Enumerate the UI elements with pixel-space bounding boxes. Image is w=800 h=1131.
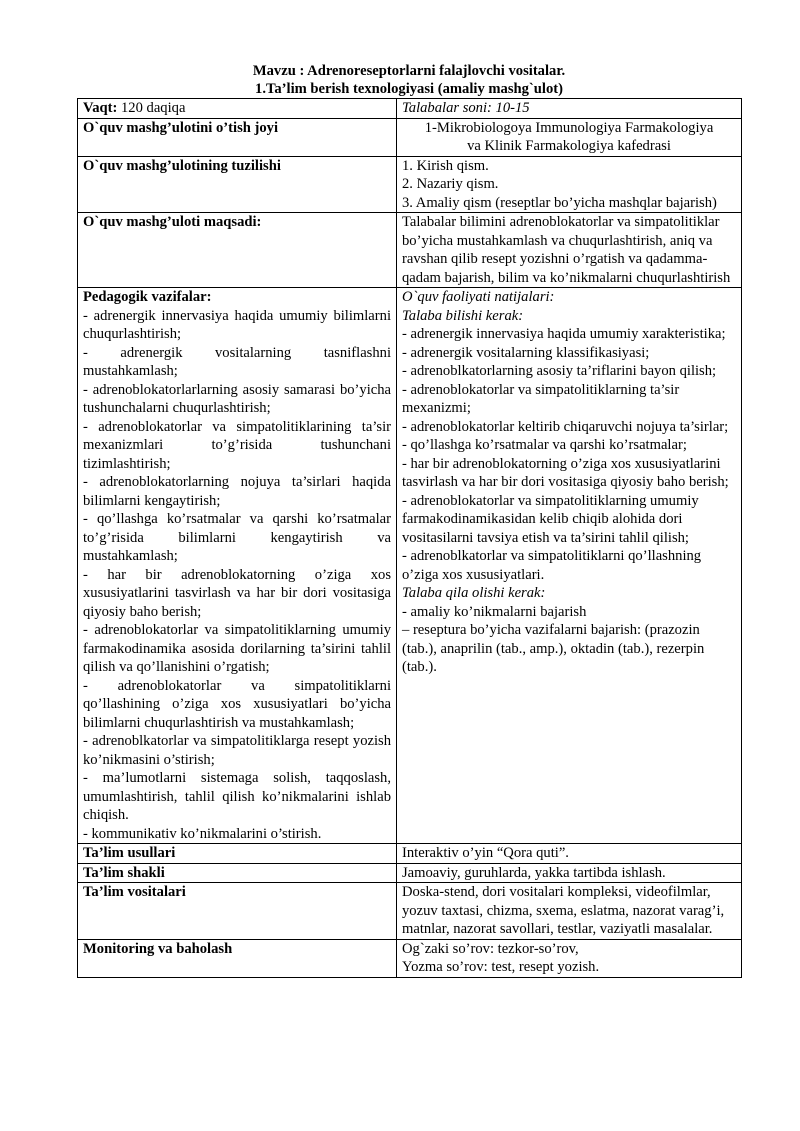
structure-value — [397, 156, 742, 213]
task-item: - adrenergik innervasiya haqida umumiy bilimlarni chuqurlashtirish; — [83, 307, 391, 342]
tools-value: Doska-stend, dori vositalari kompleksi, videofilmlar, yozuv taxtasi, chizma, sxema, eslatma, nazorat varag’i, matnlar, nazorat savollari, testlar, vaziyatli masalalar. — [397, 883, 742, 940]
structure-item: 1. Kirish qism. — [402, 157, 489, 174]
monitoring-line: Yozma so’rov: test, resept yozish. — [402, 959, 600, 975]
goal-label: O`quv mashg’uloti maqsadi: — [78, 213, 397, 288]
task-item: - adrenergik vositalarning tasniflashni mustahkamlash; — [83, 344, 391, 379]
section-title: 1.Ta’lim berish texnologiyasi (amaliy mashg`ulot) — [255, 81, 563, 97]
know-item: - adrenoblokatorlar va simpatolitiklarning ta’sir mexanizmi; — [402, 381, 680, 416]
lesson-plan-table — [77, 98, 742, 978]
learning-outcomes — [397, 288, 742, 844]
know-item: - qo’llashga ko’rsatmalar va qarshi ko’rsatmalar; — [402, 437, 687, 453]
location-value — [397, 118, 742, 156]
monitoring-line: Og`zaki so’rov: tezkor-so’rov, — [402, 940, 579, 957]
table-row — [78, 118, 742, 156]
structure-item: 2. Nazariy qism. — [402, 176, 499, 192]
form-value: Jamoaviy, guruhlarda, yakka tartibda ishlash. — [397, 863, 742, 883]
table-row — [78, 844, 742, 864]
time-value: 120 daqiqa — [117, 100, 186, 116]
location-label: O`quv mashg’ulotini o’tish joyi — [78, 118, 397, 156]
monitoring-value — [397, 939, 742, 977]
can-item: - amaliy ko’nikmalarni bajarish — [402, 603, 587, 620]
know-item: - adrenergik innervasiya haqida umumiy xarakteristika; — [402, 326, 726, 342]
task-item: - ma’lumotlarni sistemaga solish, taqqoslash, umumlashtirish, tahlil qilish ko’nikmalarini ishlab chiqish. — [83, 770, 391, 823]
tools-label: Ta’lim vositalari — [78, 883, 397, 940]
time-label: Vaqt: — [83, 100, 118, 116]
location-line: va Klinik Farmakologiya kafedrasi — [467, 138, 671, 154]
task-item: - kommunikativ ko’nikmalarini o’stirish. — [83, 825, 322, 842]
tasks-heading: Pedagogik vazifalar: — [83, 289, 212, 305]
methods-value: Interaktiv o’yin “Qora quti”. — [397, 844, 742, 864]
table-row — [78, 939, 742, 977]
know-item: - adrenergik vositalarning klassifikasiyasi; — [402, 344, 650, 361]
task-item: - adrenoblokatorlar va simpatolitiklarni qo’llashining o’ziga xos xususiyatlari bo’yicha bilimlarni chuqurlashtirish va mustahkamlash; — [83, 677, 391, 731]
task-item: - adrenoblokatorlar va simpatolitiklarining ta’sir mexanizmlari to’g’risida tushunchani tizimlashtirish; — [83, 418, 391, 472]
can-heading: Talaba qila olishi kerak: — [402, 585, 546, 601]
know-item: - har bir adrenoblokatorning o’ziga xos xususiyatlarini tasvirlash va har bir dori vositasiga qiyosiy baho berish; — [402, 455, 729, 490]
table-row — [78, 99, 742, 119]
can-item: – reseptura bo’yicha vazifalarni bajarish: (prazozin (tab.), anaprilin (tab., amp.), oktadin (tab.), rezerpin (tab.). — [402, 622, 705, 675]
students-count: Talabalar soni: 10-15 — [397, 99, 742, 119]
outcomes-heading: O`quv faoliyati natijalari: — [402, 289, 555, 305]
know-heading: Talaba bilishi kerak: — [402, 307, 524, 324]
task-item: - adrenoblokatorlarning nojuya ta’sirlari haqida bilimlarni kengaytirish; — [83, 474, 391, 509]
task-item: - adrenoblokatorlar va simpatolitiklarning umumiy farmakodinamika asosida dorilarning ta’sirini tahlil qilish va qo’llanishini o’rgatish; — [83, 622, 391, 675]
time-cell — [78, 99, 397, 119]
task-item: - har bir adrenoblokatorning o’ziga xos xususiyatlarini tasvirlash va har bir dori vositasiga qiyosiy baho berish; — [83, 566, 391, 620]
table-row — [78, 156, 742, 213]
know-item: - adrenoblkatorlar va simpatolitiklarni qo’llashning o’ziga xos xususiyatlari. — [402, 548, 702, 583]
know-item: - adrenoblokatorlar keltirib chiqaruvchi nojuya ta’sirlar; — [402, 418, 729, 435]
table-row — [78, 288, 742, 844]
structure-label: O`quv mashg’ulotining tuzilishi — [78, 156, 397, 213]
table-row — [78, 883, 742, 940]
table-row — [78, 213, 742, 288]
form-label: Ta’lim shakli — [78, 863, 397, 883]
task-item: - adrenoblkatorlar va simpatolitiklarga resept yozish ko’nikmasini o’stirish; — [83, 733, 391, 768]
task-item: - qo’llashga ko’rsatmalar va qarshi ko’rsatmalar to’g’risida bilimlarni kengaytirish va mustahkamlash; — [83, 511, 391, 564]
structure-item: 3. Amaliy qism (reseptlar bo’yicha mashqlar bajarish) — [402, 194, 717, 211]
location-line: 1-Mikrobiologoya Immunologiya Farmakologiya — [424, 119, 714, 136]
know-item: - adrenoblkatorlarning asosiy ta’riflarini bayon qilish; — [402, 363, 717, 379]
topic-title: Mavzu : Adrenoreseptorlarni falajlovchi vositalar. — [252, 63, 566, 79]
goal-value: Talabalar bilimini adrenoblokatorlar va simpatolitiklar bo’yicha mustahkamlash va chuqurlashtirish, aniq va ravshan qilib resept yozishni o’rgatish va qadamma-qadam bajarish, bilim va ko’nikmalarni chuqurlashtirish — [397, 213, 742, 288]
methods-label: Ta’lim usullari — [78, 844, 397, 864]
pedagogical-tasks — [78, 288, 397, 844]
document-title — [77, 62, 741, 98]
monitoring-label: Monitoring va baholash — [78, 939, 397, 977]
know-item: - adrenoblokatorlar va simpatolitiklarning umumiy farmakodinamikasidan kelib chiqib alohida dori vositasilarni tavsiya etish va ta’sirini tahlil qilish; — [402, 492, 699, 546]
table-row — [78, 863, 742, 883]
task-item: - adrenoblokatorlarlarning asosiy samarasi bo’yicha tushunchalarni chuqurlashtirish; — [83, 381, 391, 416]
